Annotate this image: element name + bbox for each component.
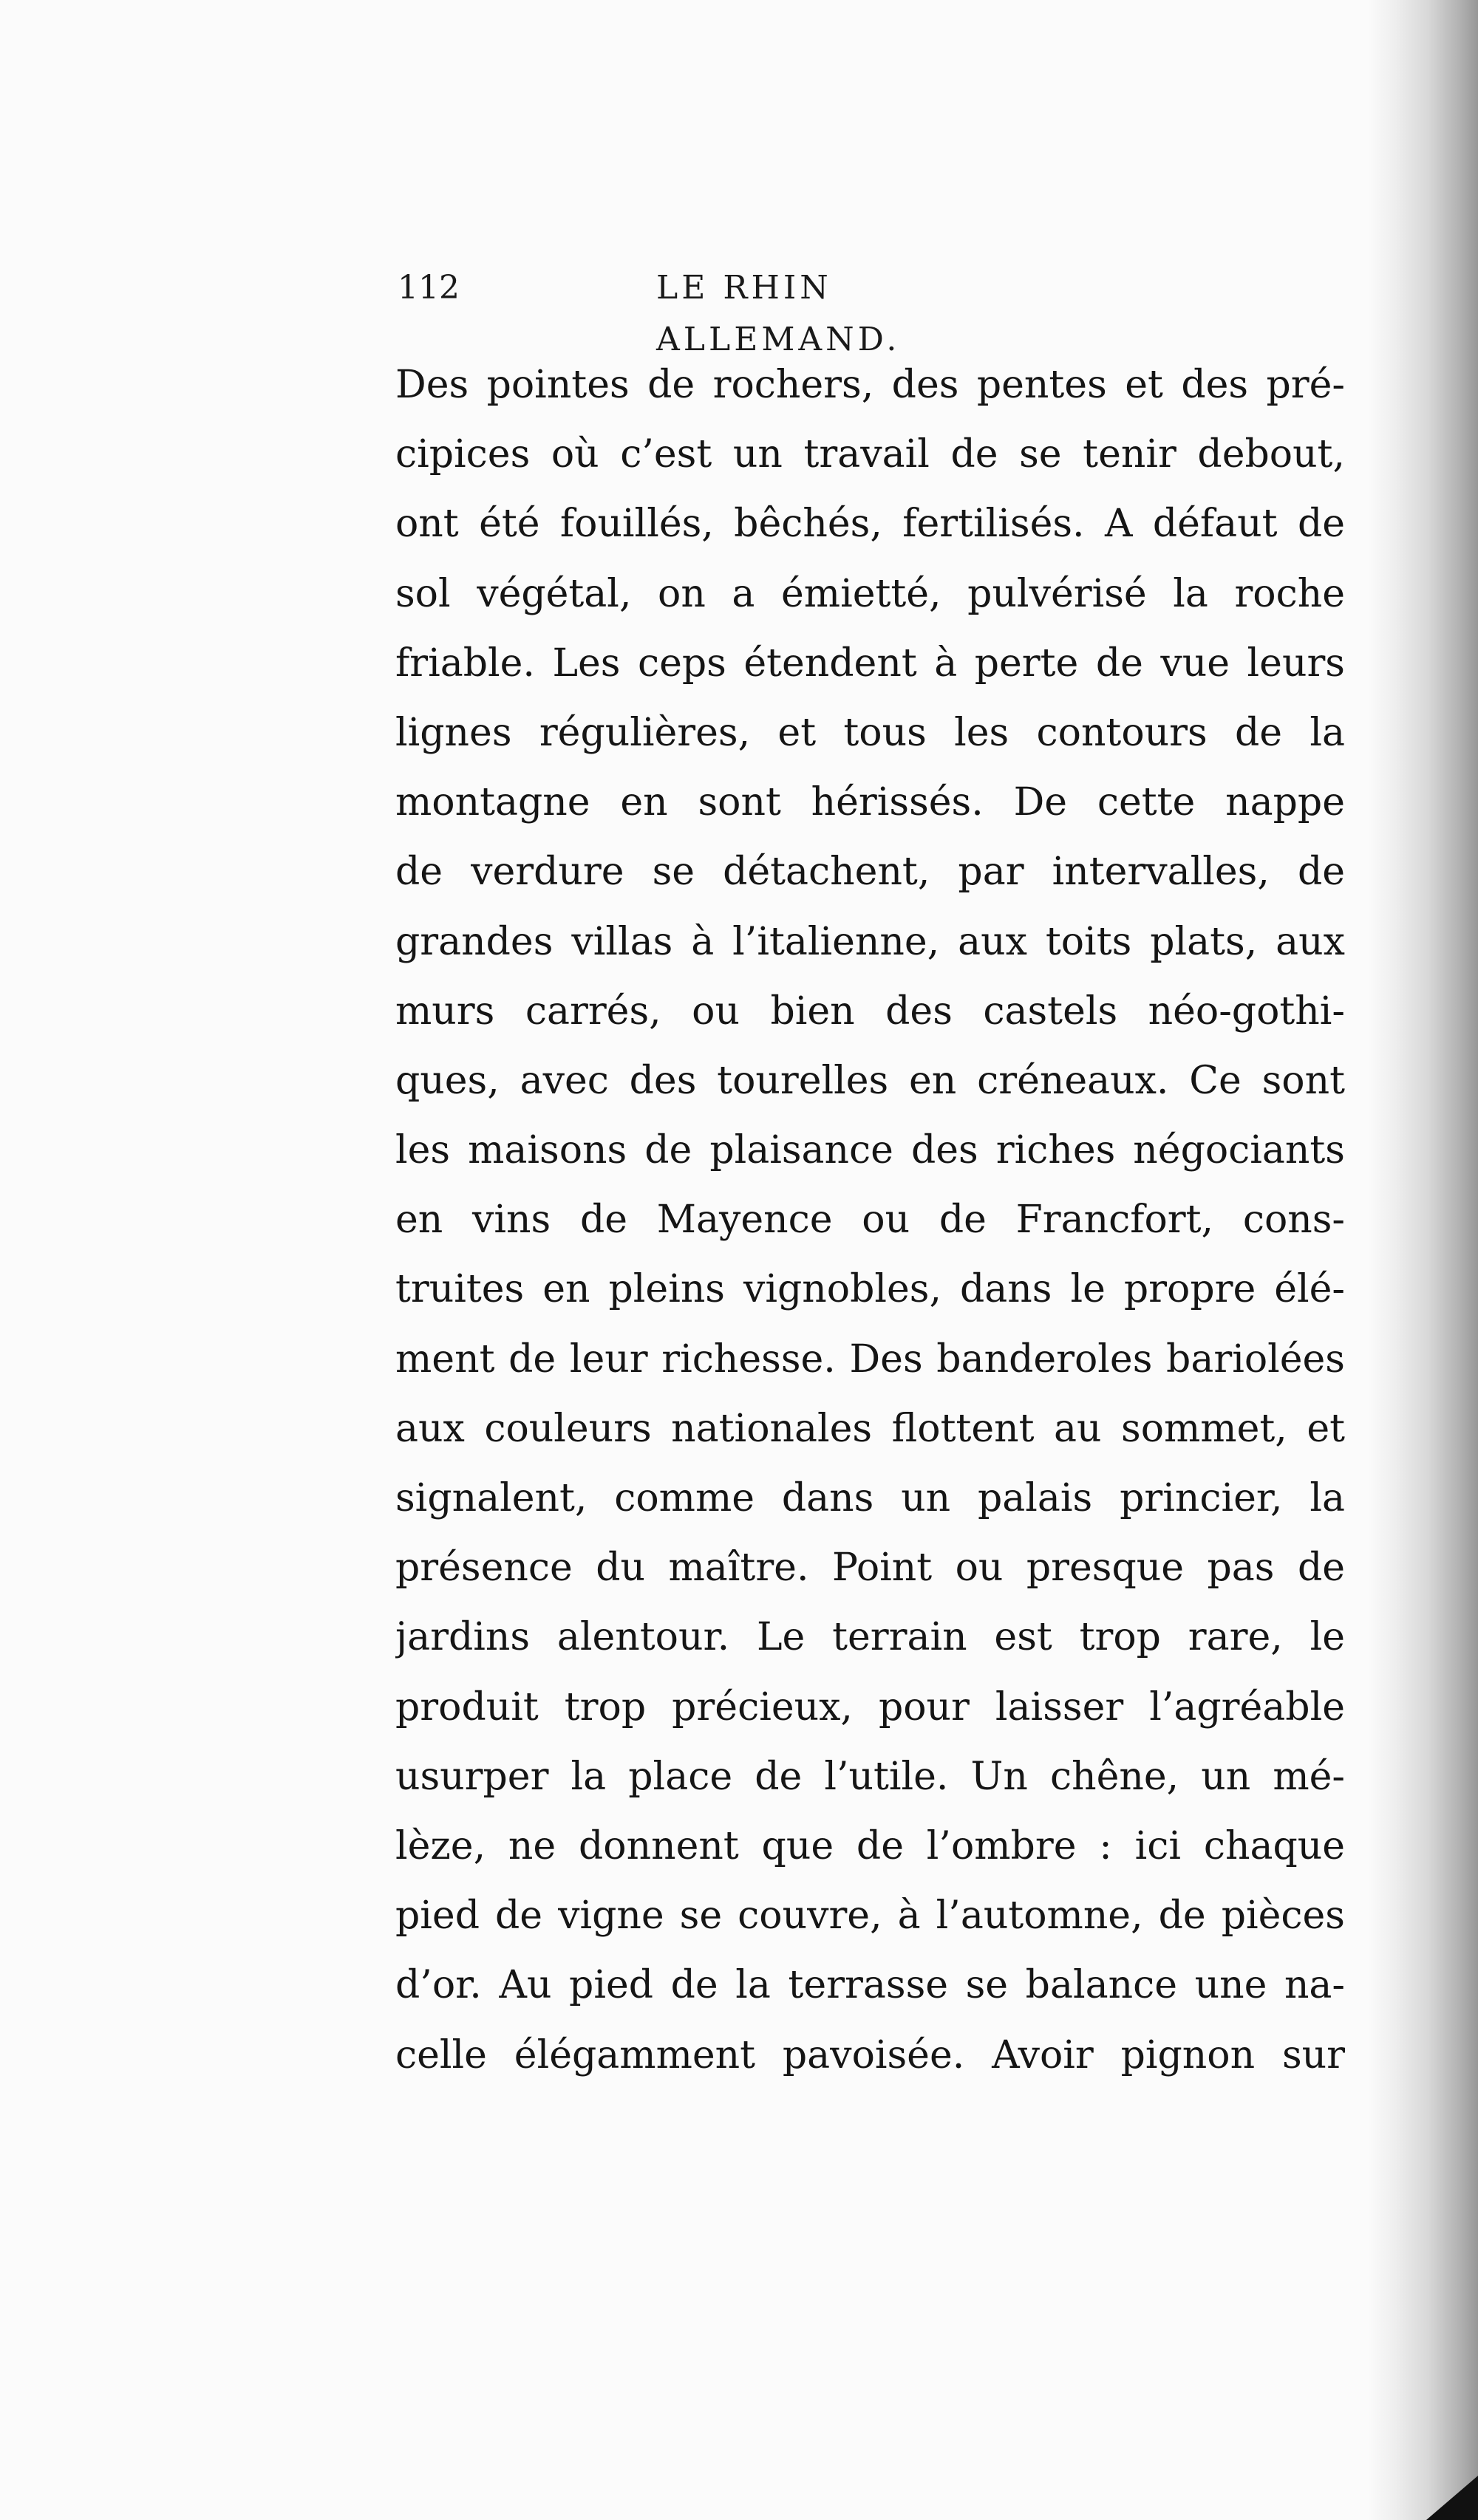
running-title: LE RHIN ALLEMAND. bbox=[656, 269, 901, 358]
text-line: montagne en sont hérissés. De cette nappe bbox=[395, 780, 1345, 825]
text-line: Des pointes de rochers, des pentes et des pré- bbox=[395, 363, 1345, 407]
binding-shadow bbox=[1367, 0, 1478, 2520]
text-line: lignes régulières, et tous les contours de la bbox=[395, 710, 1345, 755]
text-line: présence du maître. Point ou presque pas de bbox=[395, 1546, 1345, 1591]
text-line: de verdure se détachent, par intervalles, de bbox=[395, 850, 1345, 895]
text-line: en vins de Mayence ou de Francfort, cons- bbox=[395, 1198, 1345, 1243]
text-line: usurper la place de l’utile. Un chêne, un mé- bbox=[395, 1754, 1345, 1799]
text-line: jardins alentour. Le terrain est trop rare, le bbox=[395, 1615, 1345, 1660]
text-line: lèze, ne donnent que de l’ombre : ici chaque bbox=[395, 1823, 1345, 1868]
text-line: les maisons de plaisance des riches négociants bbox=[395, 1128, 1345, 1173]
text-line: produit trop précieux, pour laisser l’agréable bbox=[395, 1684, 1345, 1729]
running-head bbox=[398, 262, 1077, 358]
text-line: friable. Les ceps étendent à perte de vue leurs bbox=[395, 641, 1345, 686]
text-line: cipices où c’est un travail de se tenir debout, bbox=[395, 432, 1345, 477]
text-line: ont été fouillés, bêchés, fertilisés. A défaut de bbox=[395, 502, 1345, 547]
text-line: pied de vigne se couvre, à l’automne, de pièces bbox=[395, 1894, 1345, 1939]
page-number: 112 bbox=[398, 269, 460, 307]
text-line: ment de leur richesse. Des banderoles bariolées bbox=[395, 1336, 1345, 1382]
text-line: ques, avec des tourelles en créneaux. Ce sont bbox=[395, 1058, 1345, 1103]
text-line: d’or. Au pied de la terrasse se balance une na- bbox=[395, 1963, 1345, 2008]
corner-mark bbox=[1426, 2476, 1478, 2520]
text-line: celle élégamment pavoisée. Avoir pignon sur bbox=[395, 2032, 1345, 2077]
text-line: sol végétal, on a émietté, pulvérisé la roche bbox=[395, 571, 1345, 616]
text-line: grandes villas à l’italienne, aux toits plats, aux bbox=[395, 919, 1345, 964]
text-line: murs carrés, ou bien des castels néo-gothi- bbox=[395, 988, 1345, 1034]
text-line: truites en pleins vignobles, dans le propre élé- bbox=[395, 1267, 1345, 1312]
body-text bbox=[395, 350, 1345, 2090]
text-line: aux couleurs nationales flottent au sommet, et bbox=[395, 1406, 1345, 1451]
text-line: signalent, comme dans un palais princier, la bbox=[395, 1476, 1345, 1520]
